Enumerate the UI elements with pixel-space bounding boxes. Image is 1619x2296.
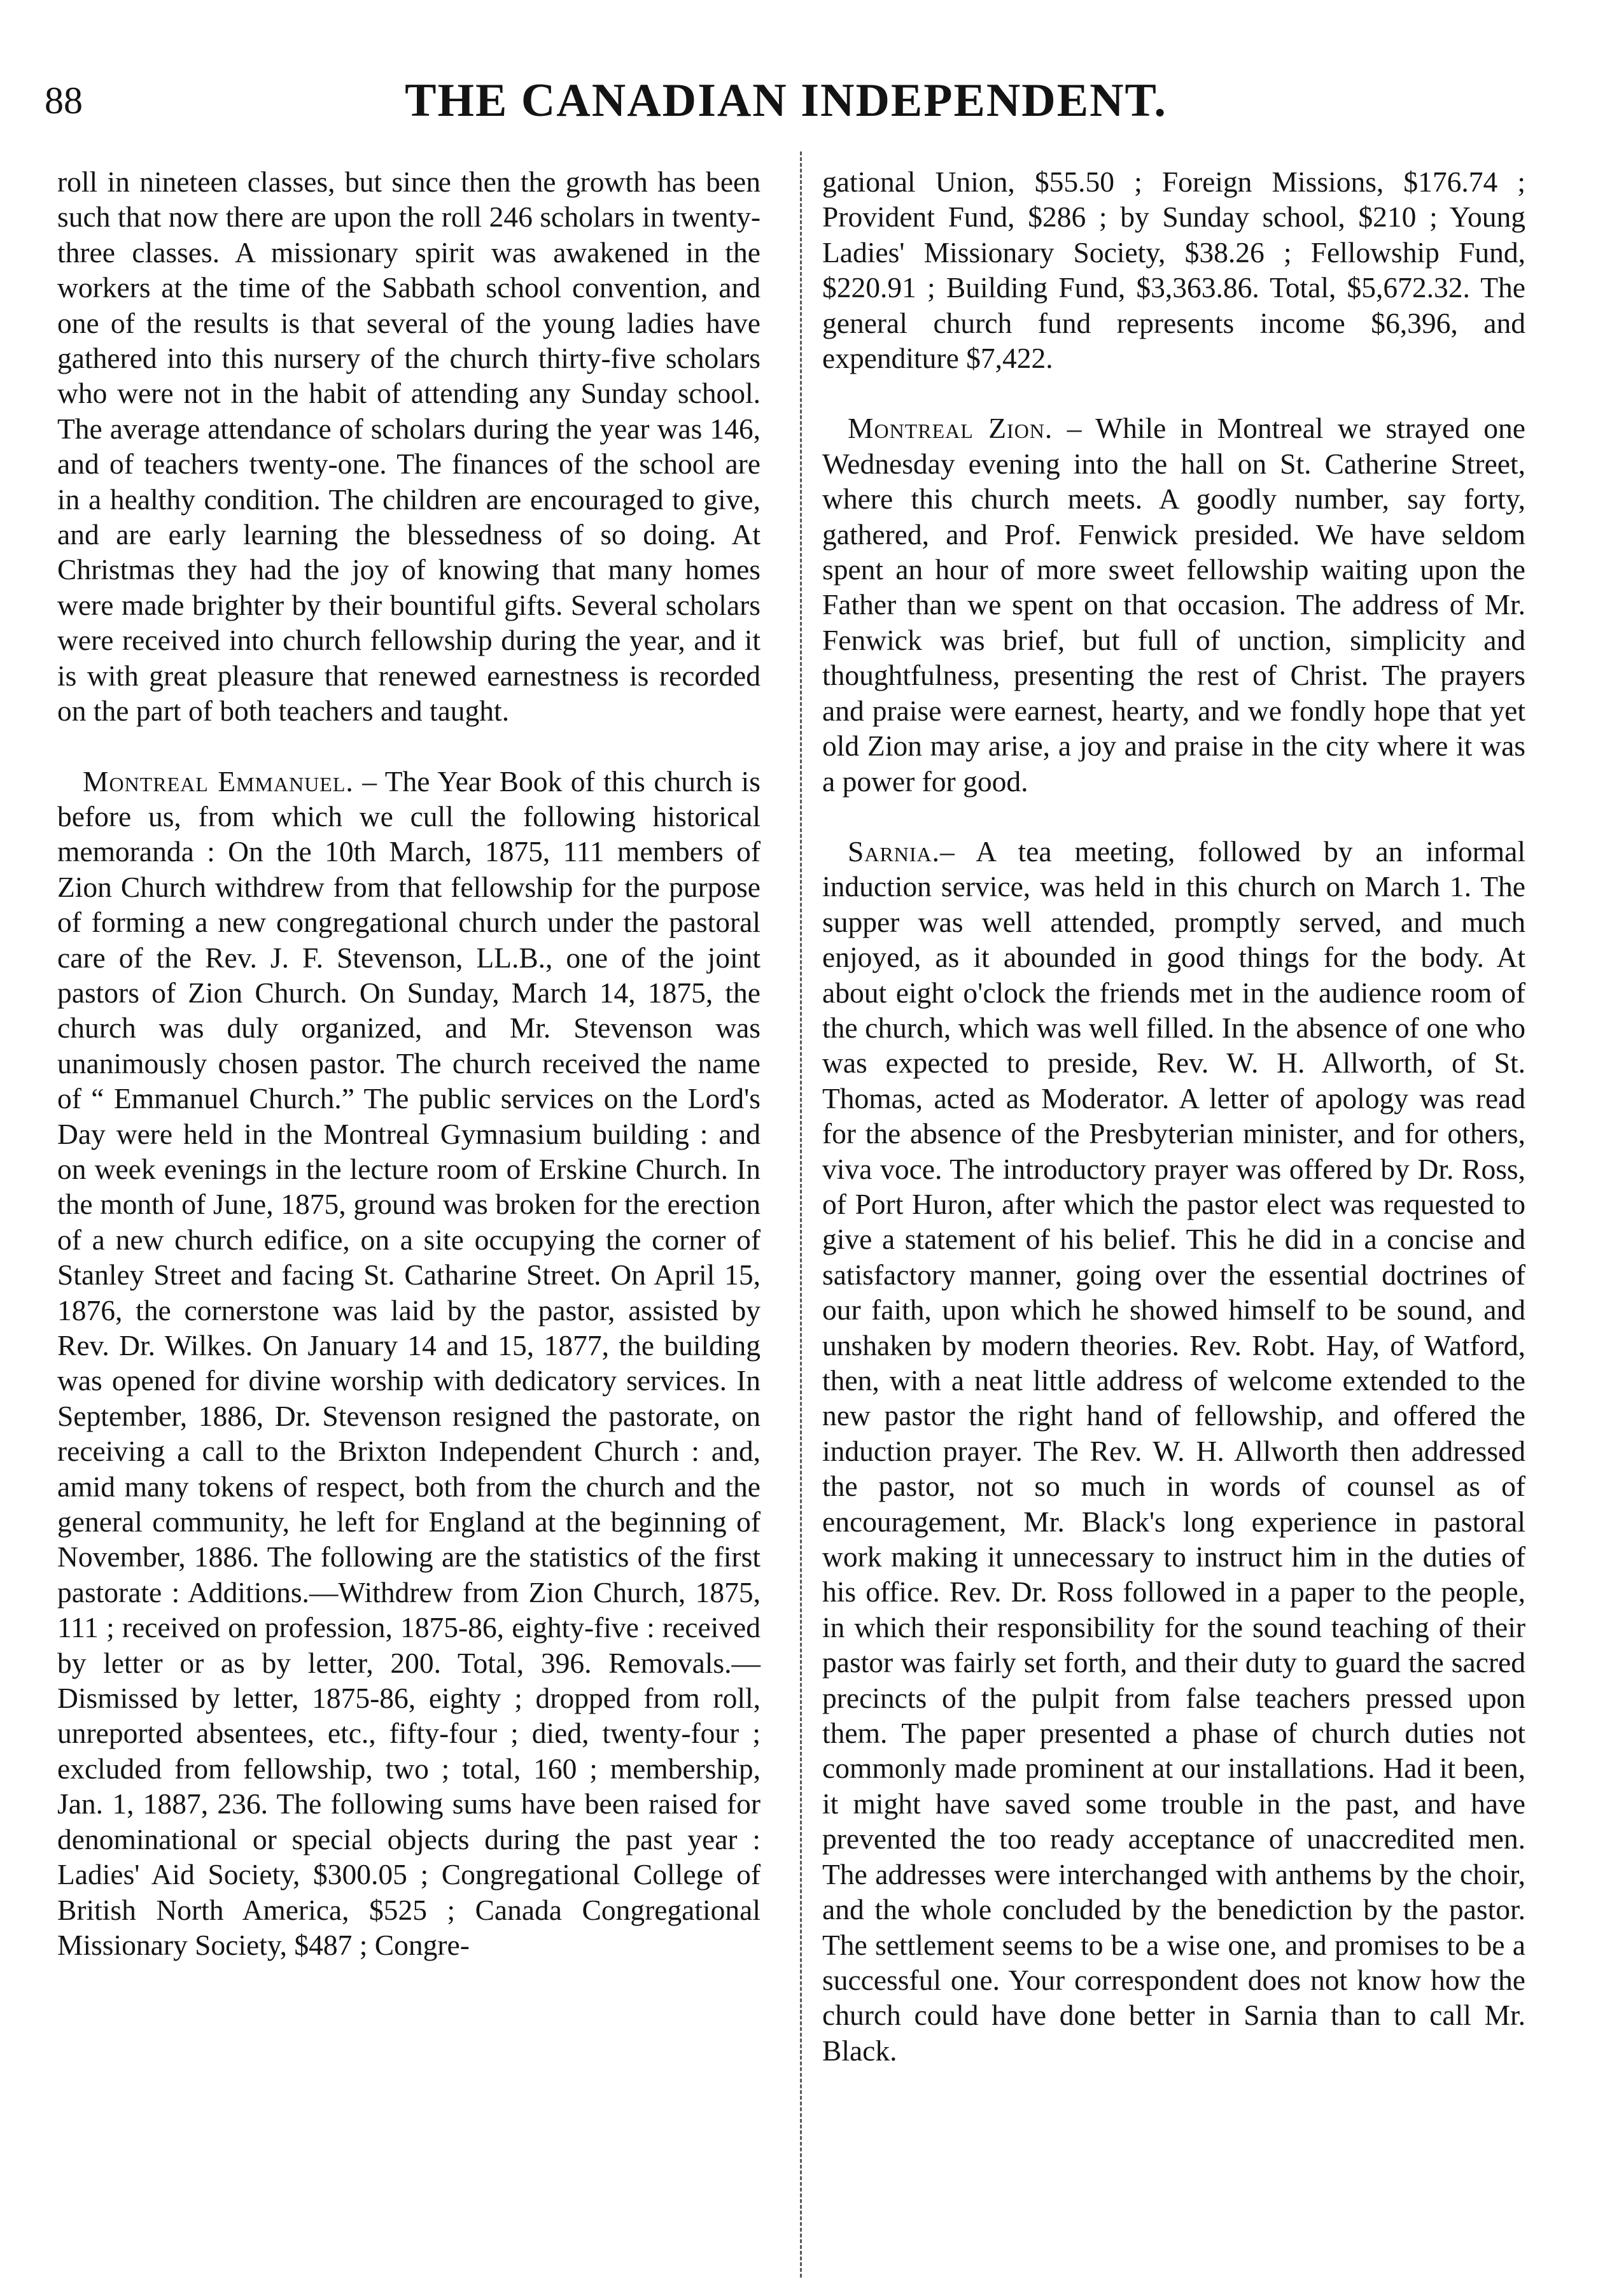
paragraph-montreal-emmanuel-body: – The Year Book of this church is before us, from which we cull the following historical memoranda : On the 10th March, 1875, 111 members of Zion Church withdrew from that fellowship for the purpose of forming a new congregational church under the pastoral care of the Rev. J. F. Stevenson, LL.B., one of the joint pastors of Zion Church. On Sunday, March 14, 1875, the church was duly organized, and Mr. Stevenson was unanimously chosen pastor. The church received the name of “ Emmanuel Church.” The public services on the Lord's Day were held in the Montreal Gymnasium building : and on week evenings in the lecture room of Erskine Church. In the month of June, 1875, ground was broken for the erection of a new church edifice, on a site occupying the corner of Stanley Street and facing St. Catharine Street. On April 15, 1876, the cornerstone was laid by the pastor, assisted by Rev. Dr. Wilkes. On January 14 and 15, 1877, the building was opened for divine worship with dedicatory services. In September, 1886, Dr. Stevenson resigned the pastorate, on receiving a call to the Brixton Independent Church : and, amid many tokens of respect, both from the church and the general community, he left for England at the beginning of November, 1886. The following are the statistics of the first pastorate : Additions.—Withdrew from Zion Church, 1875, 111 ; received on profession, 1875-86, eighty-five : received by letter or as by letter, 200. Total, 396. Removals.—Dismissed by letter, 1875-86, eighty ; dropped from roll, unreported absentees, etc., fifty-four ; died, twenty-four ; excluded from fellowship, two ; total, 160 ; membership, Jan. 1, 1887, 236. The following sums have been raised for denominational or special objects during the past year : Ladies' Aid Society, $300.05 ; Congregational College of British North America, $525 ; Canada Congregational Missionary Society, $487 ; Congre- xyxy=(57,764,760,1961)
journal-title: THE CANADIAN INDEPENDENT. xyxy=(405,74,1167,127)
paragraph-sunday-school-report: roll in nineteen classes, but since then the growth has been such that now there are upon the roll 246 scholars in twenty-three classes. A missionary spirit was awakened in the workers at the time of the Sabbath school convention, and one of the results is that several of the young ladies have gathered into this nursery of the church thirty-five scholars who were not in the habit of attending any Sunday school. The average attendance of scholars during the year was 146, and of teachers twenty-one. The finances of the school are in a healthy condition. The children are encouraged to give, and are early learning the blessedness of so doing. At Christmas they had the joy of knowing that many homes were made brighter by their bountiful gifts. Several scholars were received into church fellowship during the year, and it is with great pleasure that renewed earnestness is recorded on the part of both teachers and taught. xyxy=(57,166,760,728)
paragraph-montreal-zion xyxy=(822,411,1525,798)
paragraph-sarnia-body: – A tea meeting, followed by an informal induction service, was held in this church on March 1. The supper was well attended, promptly served, and much enjoyed, as it abounded in good things for the body. At about eight o'clock the friends met in the audience room of the church, which was well filled. In the absence of one who was expected to preside, Rev. W. H. Allworth, of St. Thomas, acted as Moderator. A letter of apology was read for the absence of the Presbyterian minister, and for others, viva voce. The introductory prayer was offered by Dr. Ross, of Port Huron, after which the pastor elect was requested to give a statement of his belief. This he did in a concise and satisfactory manner, going over the essential doctrines of our faith, upon which he showed himself to be sound, and unshaken by modern theories. Rev. Robt. Hay, of Watford, then, with a neat little address of welcome extended to the new pastor the right hand of fellowship, and offered the induction prayer. The Rev. W. H. Allworth then addressed the pastor, not so much in words of counsel as of encouragement, Mr. Black's long experience in pastoral work making it unnecessary to instruct him in the duties of his office. Rev. Dr. Ross followed in a paper to the people, in which their responsibility for the sound teaching of their pastor was fairly set forth, and their duty to guard the sacred precincts of the pulpit from false teachers pressed upon them. The paper presented a phase of church duties not commonly made prominent at our installations. Had it been, it might have saved some trouble in the past, and have prevented the too ready acceptance of unaccredited men. The addresses were interchanged with anthems by the choir, and the whole concluded by the benediction by the pastor. The settlement seems to be a wise one, and promises to be a successful one. Your correspondent does not know how the church could have done better in Sarnia than to call Mr. Black. xyxy=(822,835,1525,2067)
page-number: 88 xyxy=(45,80,83,122)
right-column xyxy=(822,164,1525,2068)
page-header xyxy=(45,69,1527,132)
left-column xyxy=(57,164,760,1962)
paragraph-sarnia xyxy=(822,834,1525,2068)
section-heading-sarnia: Sarnia. xyxy=(848,835,941,868)
paragraph-financial-continuation: gational Union, $55.50 ; Foreign Missions, $176.74 ; Provident Fund, $286 ; by Sunday school, $210 ; Young Ladies' Missionary Society, $38.26 ; Fellowship Fund, $220.91 ; Building Fund, $3,363.86. Total, $5,672.32. The general church fund represents income $6,396, and expenditure $7,422. xyxy=(822,166,1525,375)
paragraph-montreal-zion-body: – While in Montreal we strayed one Wednesday evening into the hall on St. Catherine Street, where this church meets. A goodly number, say forty, gathered, and Prof. Fenwick presided. We have seldom spent an hour of more sweet fellowship waiting upon the Father than we spent on that occasion. The address of Mr. Fenwick was brief, but full of unction, simplicity and thoughtfulness, presenting the rest of Christ. The prayers and praise were earnest, hearty, and we fondly hope that yet old Zion may arise, a joy and praise in the city where it was a power for good. xyxy=(822,412,1526,798)
section-heading-montreal-zion: Montreal Zion. xyxy=(848,412,1053,445)
column-divider xyxy=(800,151,802,2278)
paragraph-montreal-emmanuel xyxy=(57,764,760,1963)
section-heading-montreal-emmanuel: Montreal Emmanuel. xyxy=(83,764,354,798)
